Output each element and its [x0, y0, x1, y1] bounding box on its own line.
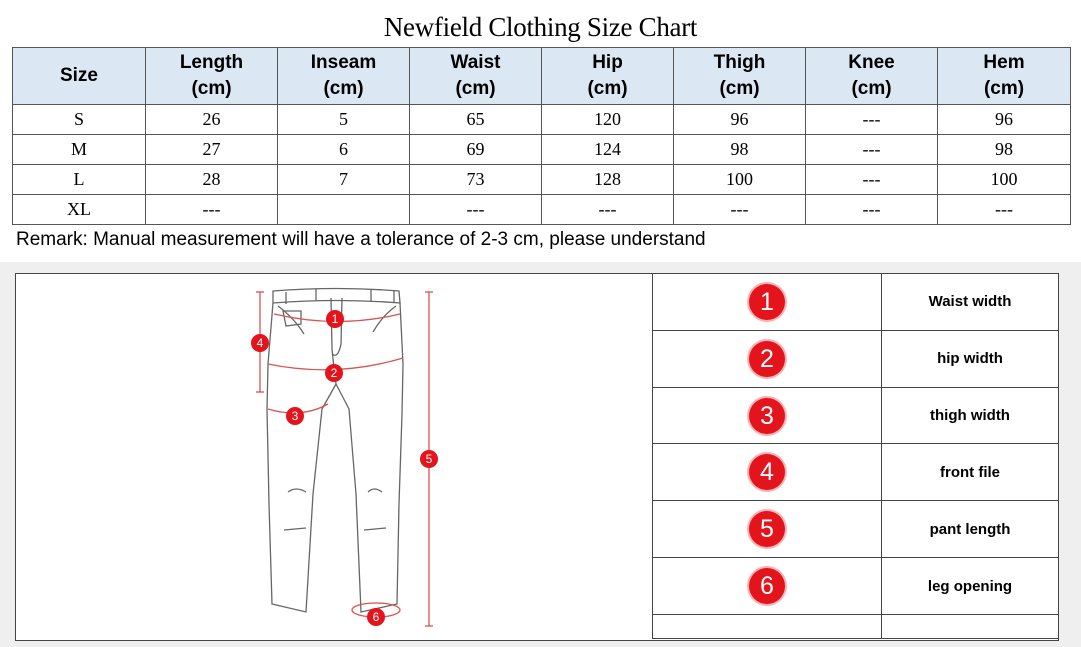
legend-row: [653, 501, 1059, 558]
marker-5: 5: [425, 452, 433, 466]
table-cell: ---: [806, 195, 938, 225]
marker-3: 3: [291, 409, 299, 423]
table-cell: ---: [674, 195, 806, 225]
table-cell: XL: [13, 195, 146, 225]
table-cell: 5: [278, 105, 410, 135]
table-row: [13, 195, 1071, 225]
marker-4: 4: [256, 336, 264, 350]
table-cell: ---: [146, 195, 278, 225]
header-hip: Hip (cm): [542, 48, 674, 105]
table-cell: ---: [806, 105, 938, 135]
header-hem: Hem (cm): [938, 48, 1071, 105]
table-cell: ---: [806, 165, 938, 195]
table-cell: 69: [410, 135, 542, 165]
table-cell: 98: [938, 135, 1071, 165]
table-cell: ---: [806, 135, 938, 165]
number-badge: 2: [749, 341, 785, 377]
legend-label: pant length: [882, 501, 1059, 558]
number-badge: 5: [749, 511, 785, 547]
chart-title: Newfield Clothing Size Chart: [383, 12, 698, 42]
legend-row: [653, 444, 1059, 501]
header-row: [13, 48, 1071, 105]
measurement-legend: [652, 273, 1059, 639]
header-knee: Knee (cm): [806, 48, 938, 105]
table-cell: 96: [674, 105, 806, 135]
table-cell: 96: [938, 105, 1071, 135]
legend-row: [653, 387, 1059, 444]
header-thigh: Thigh (cm): [674, 48, 806, 105]
marker-1: 1: [331, 312, 339, 326]
table-row: [13, 165, 1071, 195]
legend-row: [653, 330, 1059, 387]
table-cell: 124: [542, 135, 674, 165]
table-row: [13, 135, 1071, 165]
number-badge: 6: [749, 568, 785, 604]
size-table: [12, 47, 1071, 225]
table-cell: ---: [938, 195, 1071, 225]
table-cell: S: [13, 105, 146, 135]
table-cell: 100: [938, 165, 1071, 195]
legend-label: thigh width: [882, 387, 1059, 444]
number-badge: 3: [749, 398, 785, 434]
remark-text: Remark: Manual measurement will have a tolerance of 2-3 cm, please understand: [16, 229, 706, 250]
legend-row: [653, 558, 1059, 615]
table-cell: 65: [410, 105, 542, 135]
table-cell: 98: [674, 135, 806, 165]
header-length: Length (cm): [146, 48, 278, 105]
jeans-measurement-diagram-icon: [16, 274, 652, 640]
legend-row-empty: [653, 615, 1059, 639]
table-cell: 73: [410, 165, 542, 195]
table-row: [13, 105, 1071, 135]
legend-row: [653, 274, 1059, 331]
legend-label: front file: [882, 444, 1059, 501]
table-cell: 6: [278, 135, 410, 165]
header-size: Size: [13, 48, 146, 105]
legend-label: Waist width: [882, 274, 1059, 331]
marker-2: 2: [330, 366, 338, 380]
number-badge: 4: [749, 454, 785, 490]
header-inseam: Inseam (cm): [278, 48, 410, 105]
table-cell: ---: [410, 195, 542, 225]
table-cell: 128: [542, 165, 674, 195]
table-cell: ---: [542, 195, 674, 225]
table-cell: L: [13, 165, 146, 195]
table-cell: 26: [146, 105, 278, 135]
marker-6: 6: [372, 610, 380, 624]
number-badge: 1: [749, 284, 785, 320]
table-cell: 100: [674, 165, 806, 195]
legend-label: hip width: [882, 330, 1059, 387]
table-cell: M: [13, 135, 146, 165]
table-cell: 27: [146, 135, 278, 165]
legend-label: leg opening: [882, 558, 1059, 615]
table-cell: 7: [278, 165, 410, 195]
header-waist: Waist (cm): [410, 48, 542, 105]
table-cell: 120: [542, 105, 674, 135]
table-cell: 28: [146, 165, 278, 195]
table-cell: [278, 195, 410, 225]
measurement-guide-panel: [15, 273, 1059, 641]
